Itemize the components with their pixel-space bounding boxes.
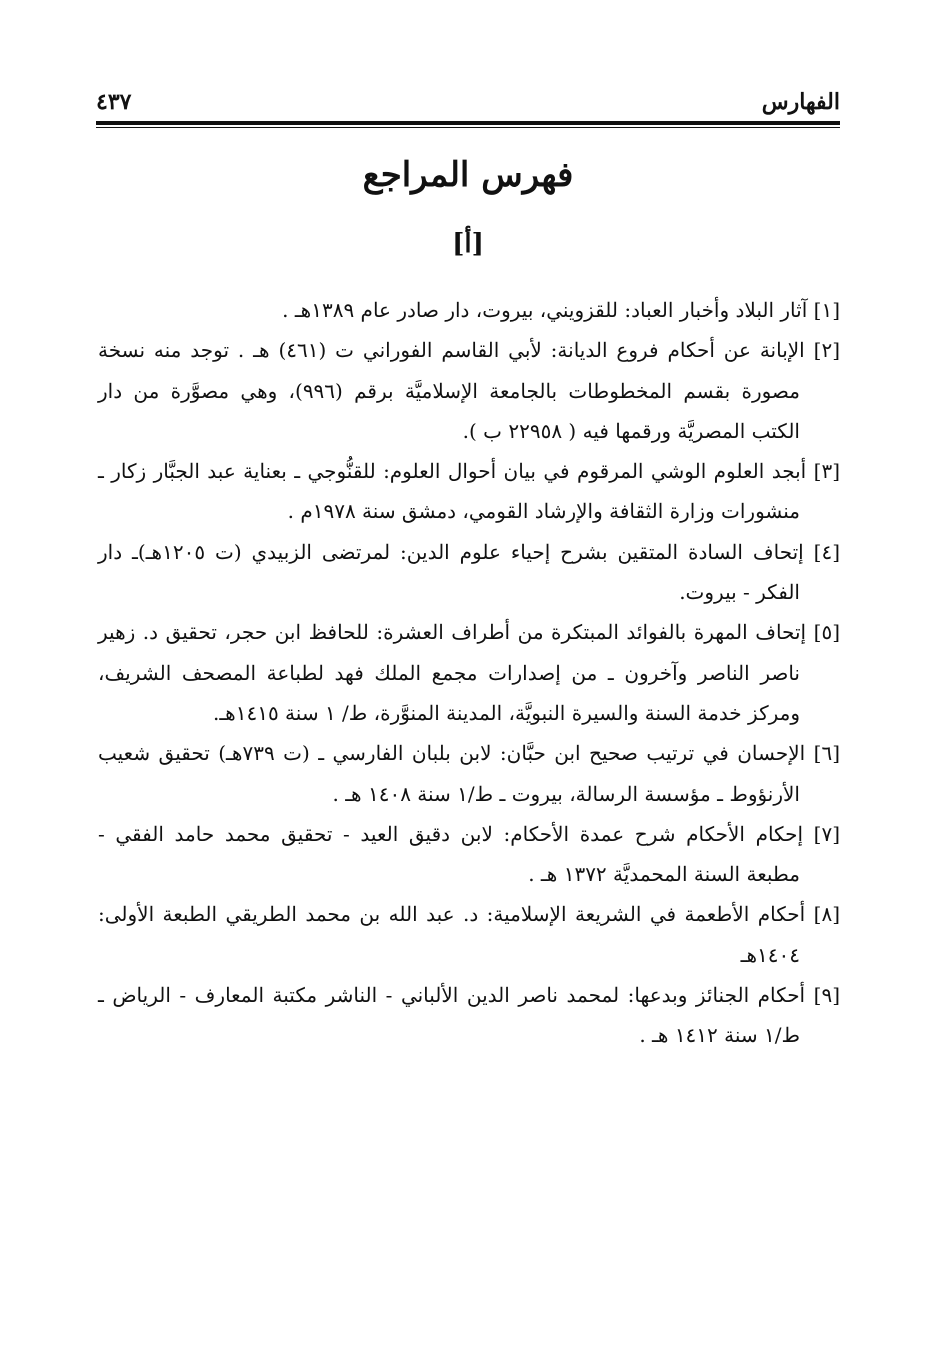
header-title: الفهارس bbox=[761, 89, 840, 115]
entry-number: [٦] bbox=[813, 741, 841, 766]
entry-text: أبجد العلوم الوشي المرقوم في بيان أحوال العلوم: للقنُّوجي ـ بعناية عبد الجبَّار زكار ـ منشورات وزارة الثقافة والإرشاد القومي، دمشق سنة ١٩٧٨م . bbox=[98, 459, 807, 524]
page-title: فهرس المراجع bbox=[362, 155, 574, 195]
reference-entry bbox=[98, 733, 840, 814]
reference-entry bbox=[98, 975, 840, 1056]
header-rule-thick bbox=[96, 121, 840, 125]
entry-number: [٥] bbox=[813, 620, 840, 645]
header-rule-thin bbox=[96, 127, 840, 128]
entry-text: أحكام الأطعمة في الشريعة الإسلامية: د. عبد الله بن محمد الطريقي الطبعة الأولى: ١٤٠٤هـ bbox=[98, 902, 806, 967]
reference-entry bbox=[98, 612, 840, 733]
entry-number: [٨] bbox=[813, 902, 840, 927]
entry-text: إتحاف المهرة بالفوائد المبتكرة من أطراف العشرة: للحافظ ابن حجر، تحقيق د. زهير ناصر الناصر وآخرون ـ من إصدارات مجمع الملك فهد لطباعة المصحف الشريف، ومركز خدمة السنة والسيرة النبويَّة، المدينة المنوَّرة، ط/ ١ سنة ١٤١٥هـ. bbox=[98, 620, 807, 725]
references-list bbox=[98, 290, 840, 1056]
running-head bbox=[96, 84, 840, 120]
page-number: ٤٣٧ bbox=[96, 89, 132, 115]
entry-number: [٤] bbox=[813, 539, 841, 564]
entry-text: إتحاف السادة المتقين بشرح إحياء علوم الدين: لمرتضى الزبيدي (ت ١٢٠٥هـ)ـ دار الفكر - بيروت. bbox=[98, 539, 804, 605]
reference-entry bbox=[98, 330, 840, 451]
reference-entry bbox=[98, 290, 840, 330]
entry-number: [٩] bbox=[813, 983, 840, 1008]
reference-entry bbox=[98, 532, 840, 613]
entry-text: إحكام الأحكام شرح عمدة الأحكام: لابن دقيق العيد - تحقيق محمد حامد الفقي - مطبعة السنة المحمديَّة ١٣٧٢ هـ . bbox=[98, 821, 804, 887]
entry-number: [٢] bbox=[813, 338, 841, 363]
entry-text: آثار البلاد وأخبار العباد: للقزويني، بيروت، دار صادر عام ١٣٨٩هـ . bbox=[282, 298, 808, 322]
reference-entry bbox=[98, 814, 840, 895]
entry-text: أحكام الجنائز وبدعها: لمحمد ناصر الدين الألباني - الناشر مكتبة المعارف - الرياض ـ ط/١ سنة ١٤١٢ هـ . bbox=[98, 983, 806, 1048]
entry-number: [٣] bbox=[813, 459, 841, 484]
entry-number: [١] bbox=[813, 298, 840, 322]
entry-number: [٧] bbox=[813, 821, 841, 846]
entry-text: الإحسان في ترتيب صحيح ابن حبَّان: لابن بلبان الفارسي ـ (ت ٧٣٩هـ) تحقيق شعيب الأرنؤوط ـ مؤسسة الرسالة، بيروت ـ ط/١ سنة ١٤٠٨ هـ . bbox=[98, 741, 806, 806]
reference-entry bbox=[98, 451, 840, 532]
entry-text: الإبانة عن أحكام فروع الديانة: لأبي القاسم الفوراني ت (٤٦١) هـ . توجد منه نسخة مصورة بقسم المخطوطات بالجامعة الإسلاميَّة برقم (٩٩٦)، وهي مصوَّرة من دار الكتب المصريَّة ورقمها فيه ( ٢٢٩٥٨ ب ). bbox=[98, 338, 805, 443]
reference-entry bbox=[98, 894, 840, 975]
section-letter-heading: [أ] bbox=[452, 229, 484, 259]
